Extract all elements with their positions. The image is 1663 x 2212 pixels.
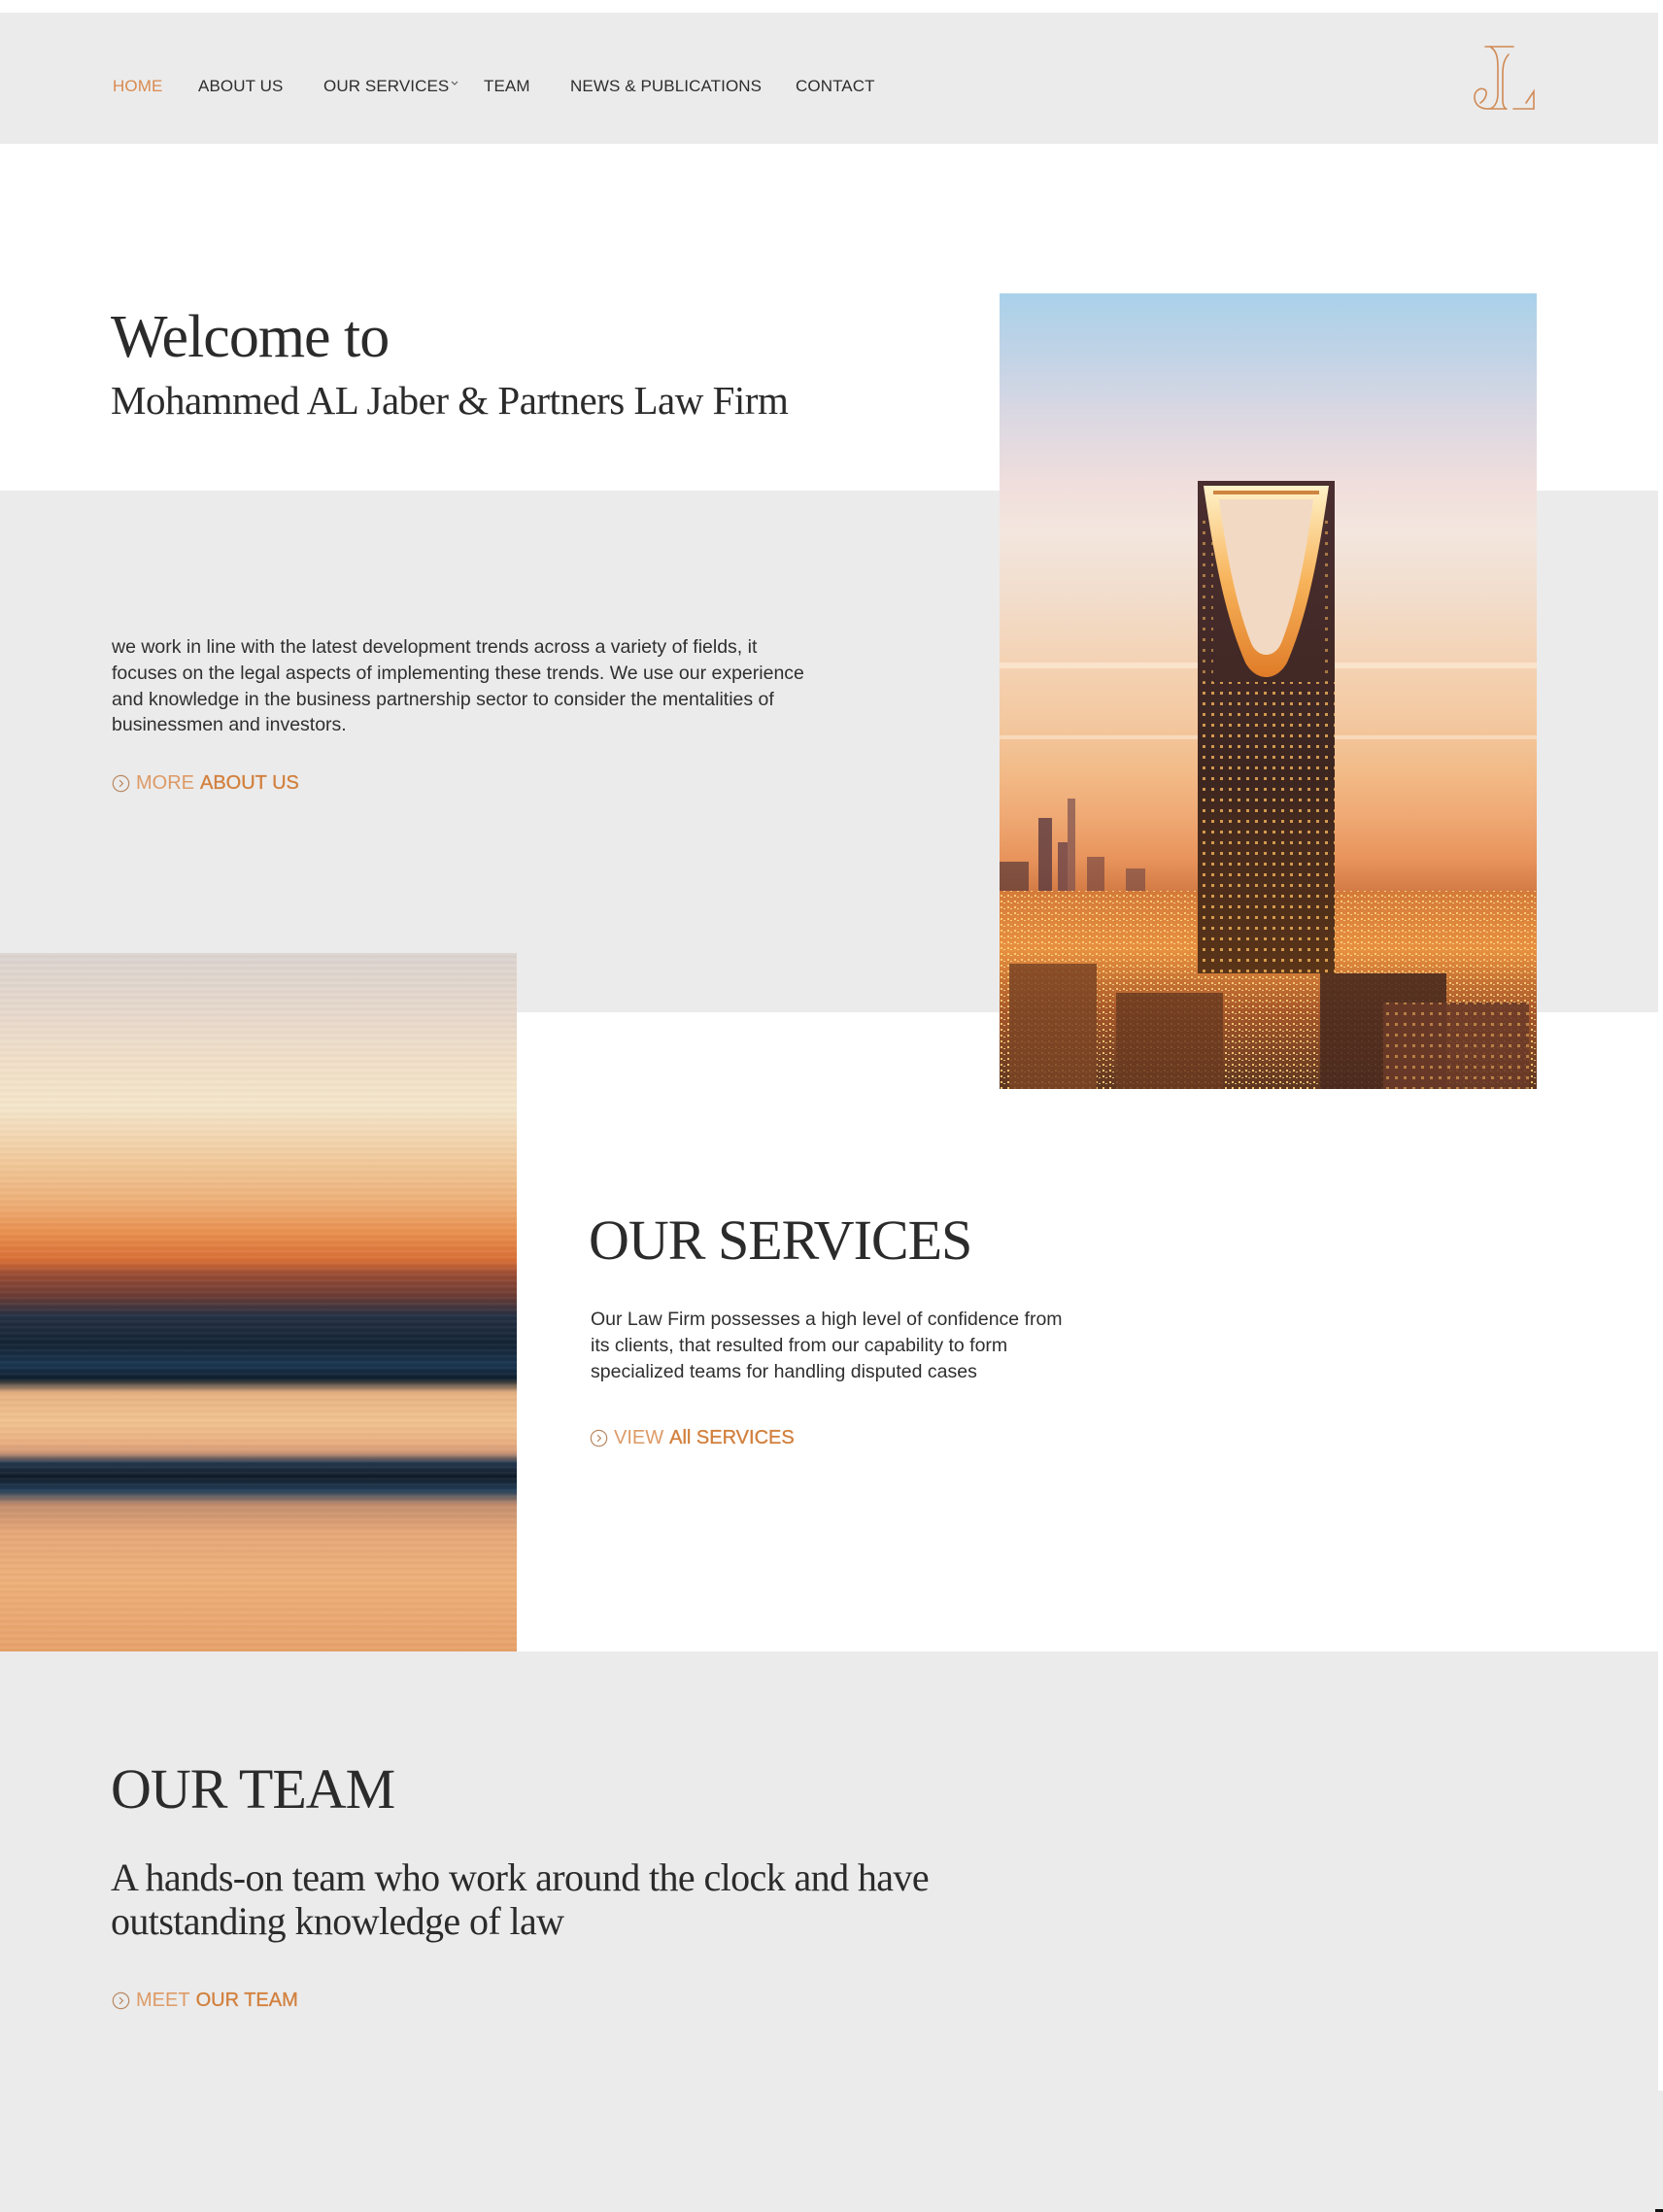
kingdom-tower-illustration (1000, 293, 1537, 1089)
cta-strong-text: OUR TEAM (195, 1990, 298, 2011)
chevron-down-icon[interactable] (449, 78, 460, 89)
about-paragraph: we work in line with the latest development trends across a variety of fields, it focuses on the legal aspects of implementing these trends. We use our experience and knowledge in the business partnership sector to consider the mentalities of businessmen and investors. (112, 636, 804, 736)
team-title: OUR TEAM (111, 1757, 395, 1821)
team-band-bottom (0, 2091, 1663, 2212)
firm-name-subtitle: Mohammed AL Jaber & Partners Law Firm (111, 378, 789, 423)
city-skyline-image (1000, 293, 1537, 1089)
cta-strong-text: All SERVICES (669, 1427, 795, 1448)
services-paragraph: Our Law Firm possesses a high level of confidence from its clients, that resulted from our capability to form specialized teams for handling disputed cases (591, 1309, 1063, 1382)
welcome-title: Welcome to (111, 304, 390, 370)
more-about-us-link[interactable] (112, 772, 299, 794)
nav-our-services[interactable]: OUR SERVICES (323, 77, 450, 95)
nav-contact[interactable]: CONTACT (796, 77, 875, 95)
services-title: OUR SERVICES (589, 1208, 972, 1272)
cta-light-text: MORE (136, 772, 194, 794)
chevron-circle-right-icon (112, 1991, 130, 2010)
nav-news-publications[interactable]: NEWS & PUBLICATIONS (570, 77, 763, 95)
team-subtitle: A hands-on team who work around the clock and have outstanding knowledge of law (111, 1855, 929, 1943)
chevron-circle-right-icon (112, 774, 130, 793)
nav-about-us[interactable]: ABOUT US (198, 77, 284, 95)
meet-our-team-link[interactable] (112, 1990, 298, 2011)
chevron-circle-right-icon (590, 1429, 608, 1447)
cta-light-text: VIEW (614, 1427, 664, 1448)
nav-team[interactable]: TEAM (484, 77, 530, 95)
view-all-services-link[interactable] (590, 1427, 795, 1448)
cta-strong-text: ABOUT US (200, 772, 299, 794)
cta-light-text: MEET (136, 1990, 190, 2011)
nav-home[interactable]: HOME (113, 77, 163, 95)
sunset-sea-image (0, 953, 517, 1651)
jl-logo-icon[interactable] (1467, 43, 1541, 113)
